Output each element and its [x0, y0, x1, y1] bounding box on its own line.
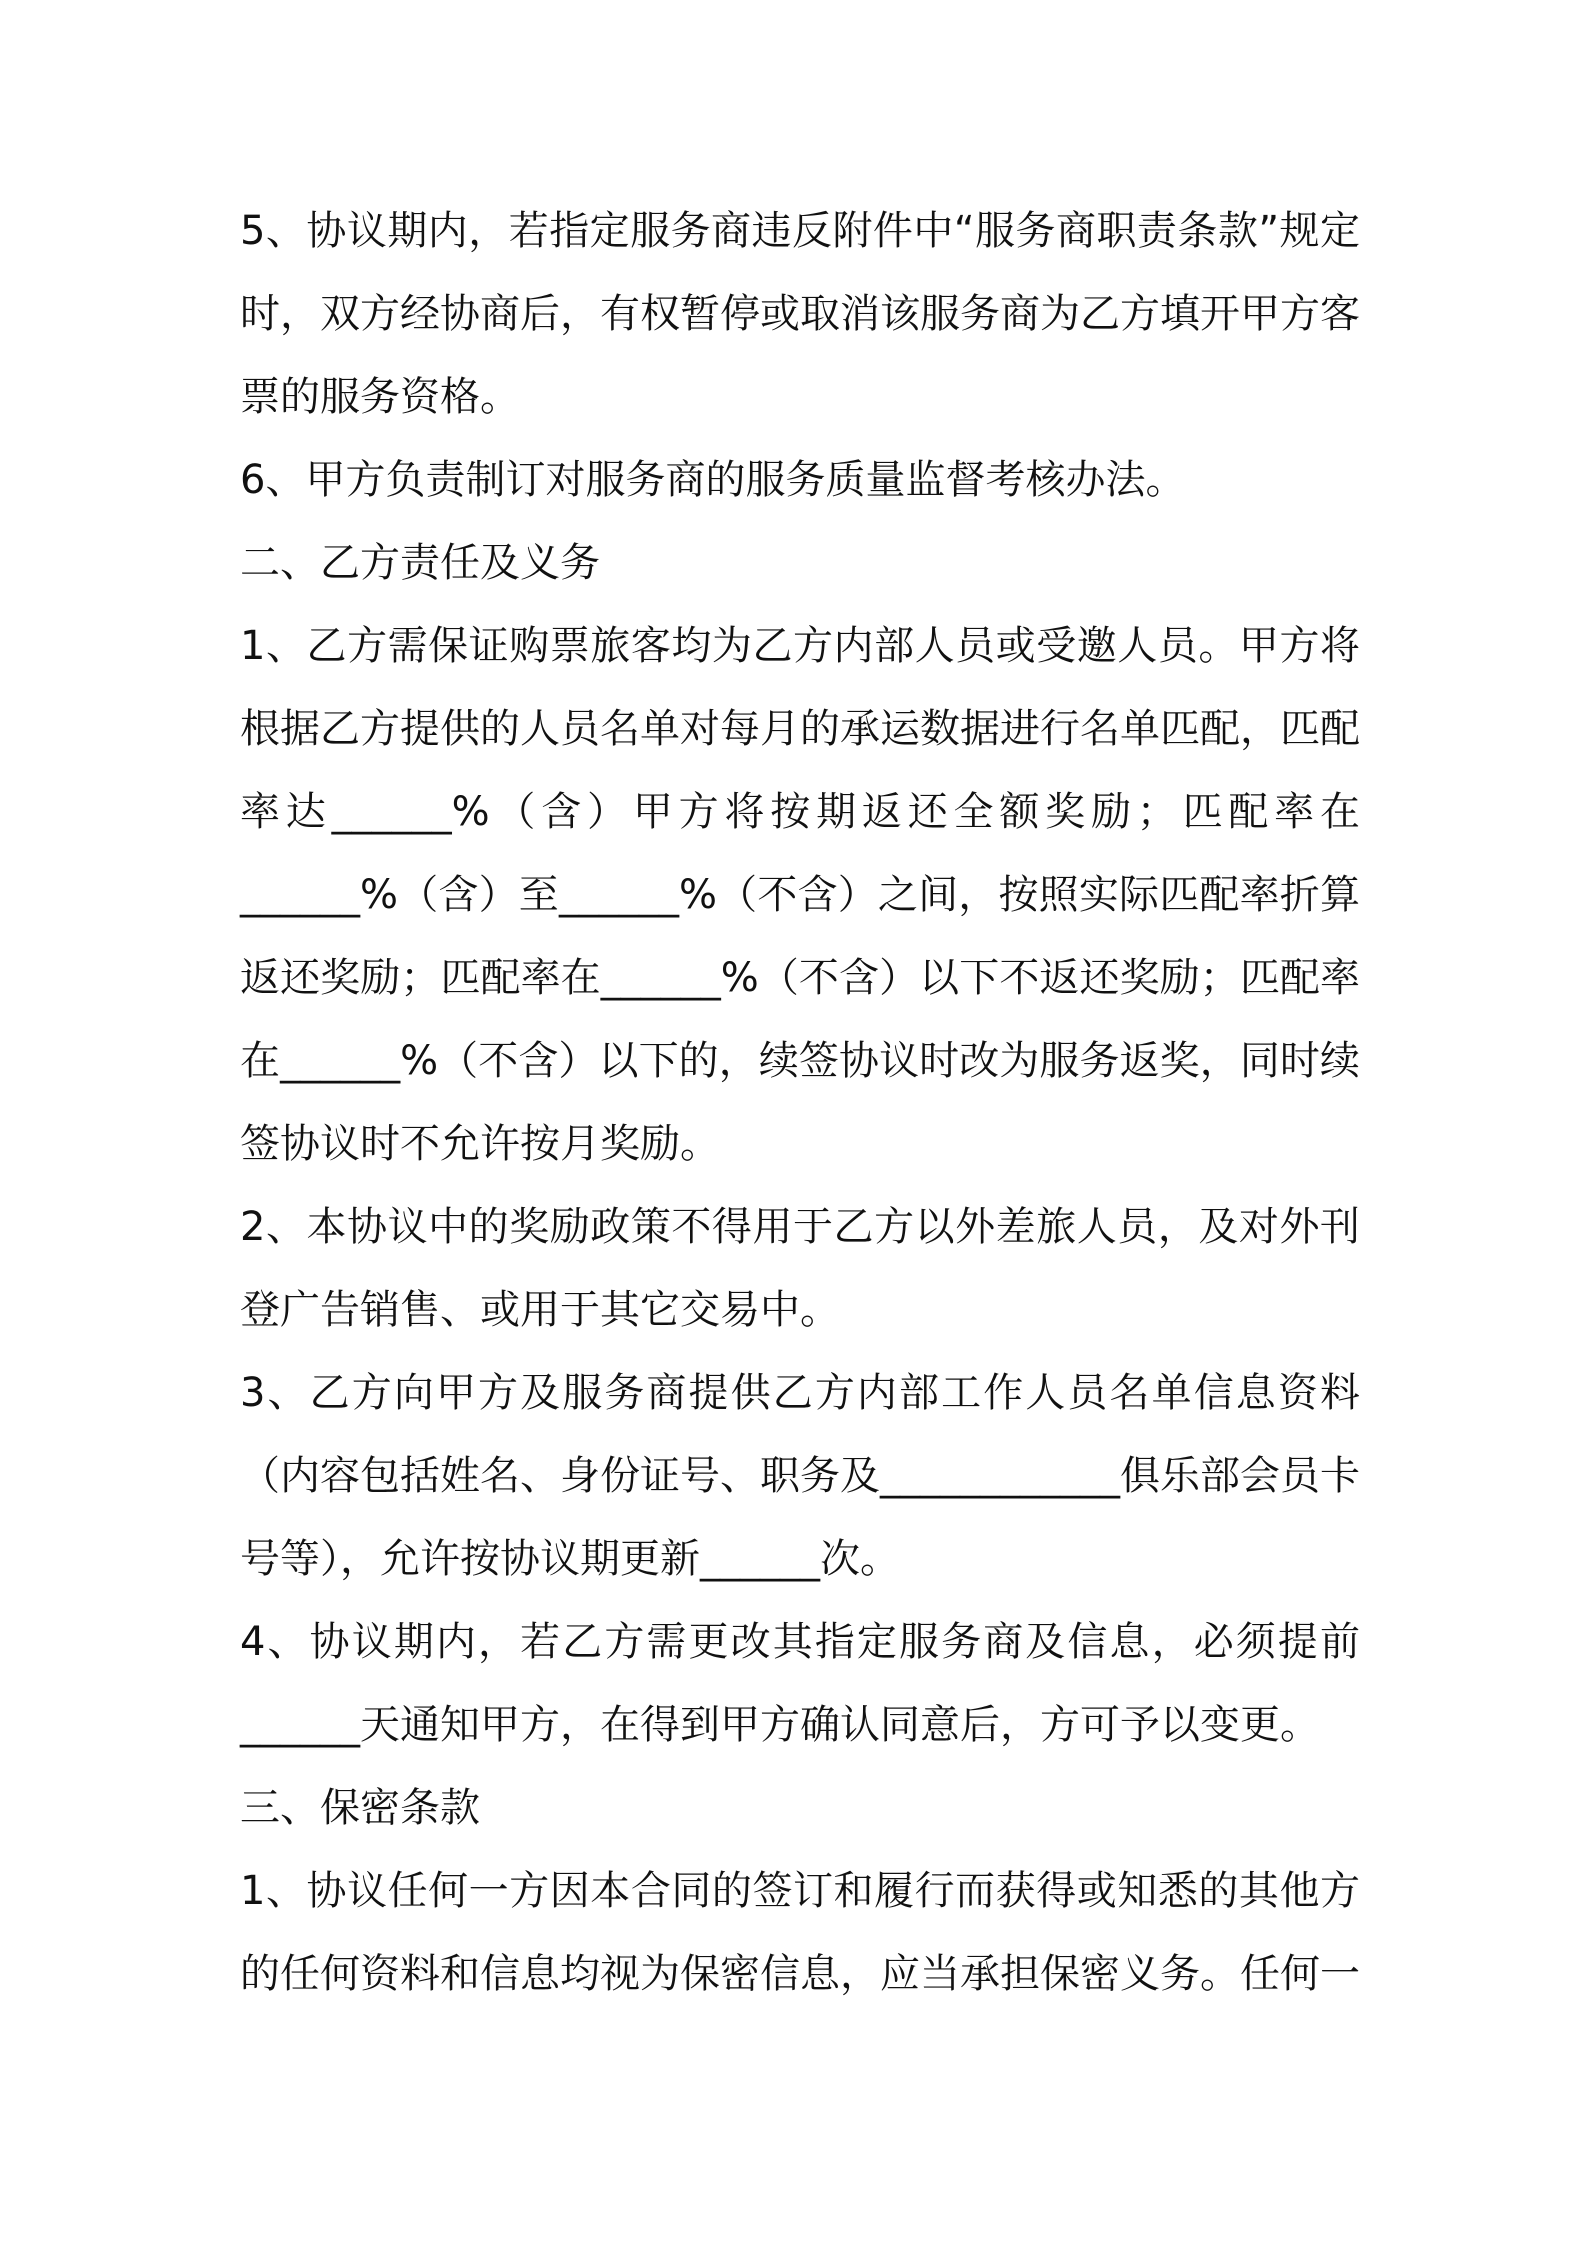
paragraph-party-b-clause-3: 3、乙方向甲方及服务商提供乙方内部工作人员名单信息资料（内容包括姓名、身份证号、职务及____________俱乐部会员卡号等），允许按协议期更新______次。: [240, 1370, 1360, 1582]
paragraph-party-b-clause-4: 4、协议期内，若乙方需更改其指定服务商及信息，必须提前______天通知甲方，在得到甲方确认同意后，方可予以变更。: [240, 1619, 1360, 1748]
paragraph-confidentiality-clause-1: 1、协议任何一方因本合同的签订和履行而获得或知悉的其他方的任何资料和信息均视为保密信息，应当承担保密义务。任何一: [240, 1868, 1360, 1997]
paragraph-party-b-clause-2: 2、本协议中的奖励政策不得用于乙方以外差旅人员，及对外刊登广告销售、或用于其它交易中。: [240, 1204, 1360, 1333]
section-heading-party-b-duties: 二、乙方责任及义务: [240, 540, 600, 586]
section-heading-confidentiality: 三、保密条款: [240, 1785, 480, 1831]
paragraph-clause-5-supervision: 5、协议期内，若指定服务商违反附件中“服务商职责条款”规定时，双方经协商后，有权暂停或取消该服务商为乙方填开甲方客票的服务资格。: [240, 208, 1360, 420]
paragraph-party-b-clause-1: 1、乙方需保证购票旅客均为乙方内部人员或受邀人员。甲方将根据乙方提供的人员名单对每月的承运数据进行名单匹配，匹配率达______%（含）甲方将按期返还全额奖励；匹配率在______%（含）至______%（不含）之间，按照实际匹配率折算返还奖励；匹配率在______%（不含）以下不返还奖励；匹配率在______%（不含）以下的，续签协议时改为服务返奖，同时续签协议时不允许按月奖励。: [240, 623, 1360, 1167]
document-body: [240, 190, 1360, 2016]
paragraph-clause-6-assessment: 6、甲方负责制订对服务商的服务质量监督考核办法。: [240, 457, 1186, 503]
